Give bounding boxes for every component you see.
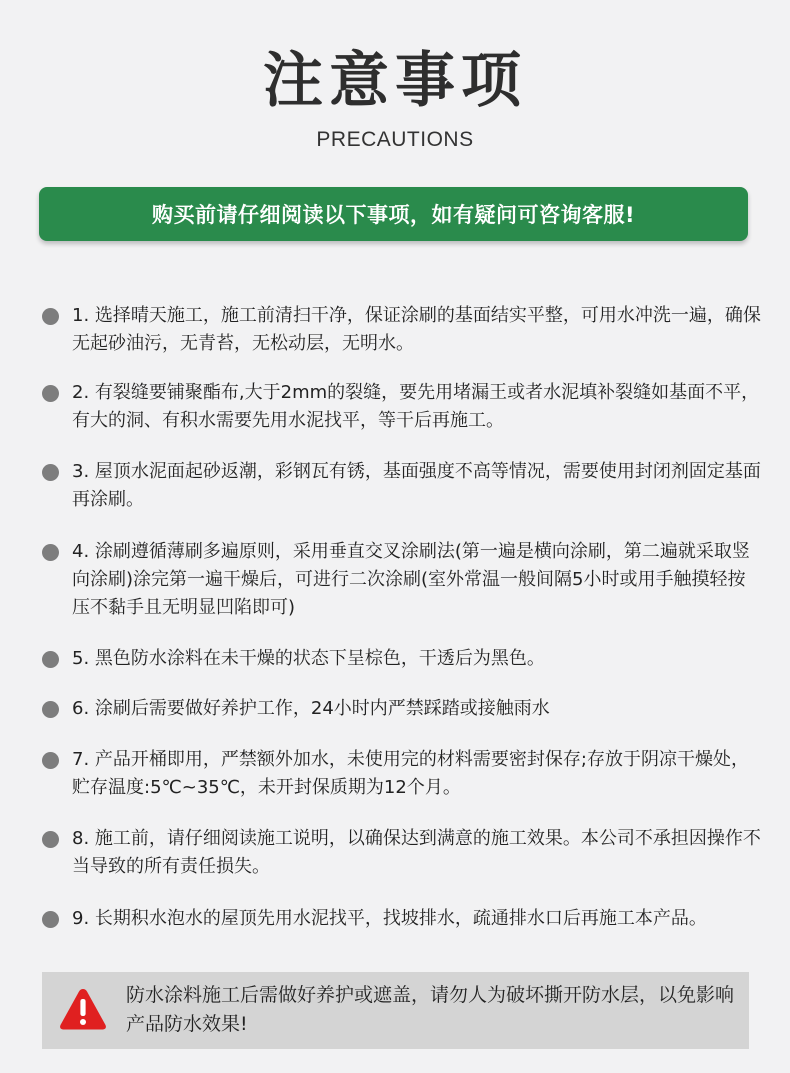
list-item-text: 5. 黑色防水涂料在未干燥的状态下呈棕色，干透后为黑色。 [72,648,545,669]
page-title: 注意事项 [263,46,527,116]
list-item-text: 2. 有裂缝要铺聚酯布,大于2mm的裂缝，要先用堵漏王或者水泥填补裂缝如基面不平，有大的洞、有积水需要先用水泥找平，等干后再施工。 [72,382,760,431]
list-item-text: 8. 施工前，请仔细阅读施工说明，以确保达到满意的施工效果。本公司不承担因操作不当导致的所有责任损失。 [72,828,761,877]
warning-box [42,972,749,1049]
bullet-icon [42,911,59,928]
warning-text: 防水涂料施工后需做好养护或遮盖，请勿人为破坏撕开防水层，以免影响产品防水效果! [126,984,735,1035]
notice-banner-text: 购买前请仔细阅读以下事项，如有疑问可咨询客服! [151,203,636,227]
bullet-icon [42,464,59,481]
bullet-icon [42,651,59,668]
bullet-icon [42,308,59,325]
list-item-text: 3. 屋顶水泥面起砂返潮，彩钢瓦有锈，基面强度不高等情况，需要使用封闭剂固定基面再涂刷。 [72,461,761,510]
page-subtitle: PRECAUTIONS [316,128,474,151]
list-item-text: 1. 选择晴天施工，施工前清扫干净，保证涂刷的基面结实平整，可用水冲洗一遍，确保无起砂油污，无青苔，无松动层，无明水。 [72,305,761,354]
list-item-text: 6. 涂刷后需要做好养护工作，24小时内严禁踩踏或接触雨水 [72,698,550,719]
warning-triangle-icon [58,986,108,1032]
list-item-text: 9. 长期积水泡水的屋顶先用水泥找平，找坡排水，疏通排水口后再施工本产品。 [72,908,707,929]
bullet-icon [42,752,59,769]
list-item-text: 7. 产品开桶即用，严禁额外加水，未使用完的材料需要密封保存;存放于阴凉干燥处，贮存温度:5℃~35℃，未开封保质期为12个月。 [72,749,749,798]
bullet-icon [42,385,59,402]
list-item-text: 4. 涂刷遵循薄刷多遍原则，采用垂直交叉涂刷法(第一遍是横向涂刷，第二遍就采取竖向涂刷)涂完第一遍干燥后，可进行二次涂刷(室外常温一般间隔5小时或用手触摸轻按压不黏手且无明显凹陷即可) [72,541,750,618]
bullet-icon [42,831,59,848]
bullet-icon [42,544,59,561]
bullet-icon [42,701,59,718]
